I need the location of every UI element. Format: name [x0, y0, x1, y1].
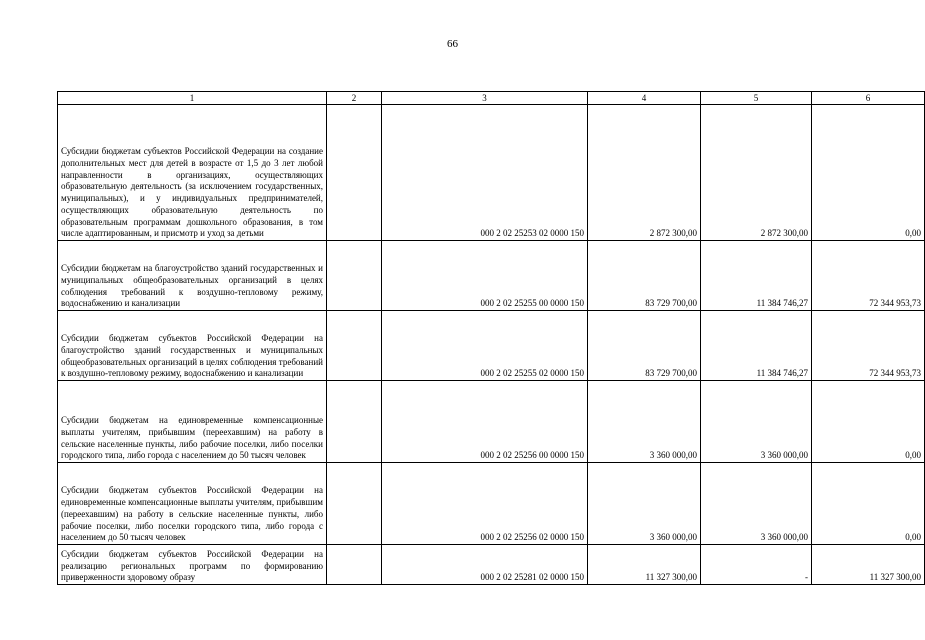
row-code-cell: 000 2 02 25253 02 0000 150 — [382, 105, 588, 241]
row-col2-cell — [327, 545, 382, 585]
table-row — [58, 463, 925, 545]
row-col6-cell: 11 327 300,00 — [812, 545, 925, 585]
row-col5-cell: 2 872 300,00 — [701, 105, 812, 241]
row-name-cell: Субсидии бюджетам субъектов Российской Федерации на единовременные компенсационные выплаты учителям, прибывшим (переехавшим) на работу в сельские населенные пункты, либо рабочие поселки, либо поселки городского типа, либо города с населением до 50 тысяч человек — [58, 463, 327, 545]
row-col2-cell — [327, 463, 382, 545]
table-row — [58, 105, 925, 241]
row-col5-cell: 3 360 000,00 — [701, 463, 812, 545]
row-code-cell: 000 2 02 25281 02 0000 150 — [382, 545, 588, 585]
row-name-cell: Субсидии бюджетам субъектов Российской Федерации на создание дополнительных мест для детей в возрасте от 1,5 до 3 лет любой направленности в организациях, осуществляющих образовательную деятельность (за исключением государственных, муниципальных), и у индивидуальных предпринимателей, осуществляющих образовательную деятельность по образовательным программам дошкольного образования, в том числе адаптированным, и присмотр и уход за детьми — [58, 105, 327, 241]
row-col6-cell: 0,00 — [812, 463, 925, 545]
row-col4-cell: 11 327 300,00 — [588, 545, 701, 585]
row-col4-cell: 3 360 000,00 — [588, 381, 701, 463]
row-col5-cell: 3 360 000,00 — [701, 381, 812, 463]
row-col5-cell: 11 384 746,27 — [701, 311, 812, 381]
row-code-cell: 000 2 02 25255 02 0000 150 — [382, 311, 588, 381]
page-number: 66 — [447, 38, 458, 50]
table-row — [58, 241, 925, 311]
row-col2-cell — [327, 311, 382, 381]
column-header: 4 — [588, 92, 701, 105]
row-col6-cell: 72 344 953,73 — [812, 241, 925, 311]
row-code-cell: 000 2 02 25256 00 0000 150 — [382, 381, 588, 463]
table-row — [58, 311, 925, 381]
row-col4-cell: 83 729 700,00 — [588, 311, 701, 381]
row-col2-cell — [327, 105, 382, 241]
row-col6-cell: 0,00 — [812, 105, 925, 241]
row-col5-cell: - — [701, 545, 812, 585]
column-header: 1 — [58, 92, 327, 105]
row-col4-cell: 2 872 300,00 — [588, 105, 701, 241]
column-header: 2 — [327, 92, 382, 105]
row-col6-cell: 72 344 953,73 — [812, 311, 925, 381]
row-code-cell: 000 2 02 25256 02 0000 150 — [382, 463, 588, 545]
row-name-cell: Субсидии бюджетам на единовременные компенсационные выплаты учителям, прибывшим (переехавшим) на работу в сельские населенные пункты, либо рабочие поселки, либо поселки городского типа, либо города с населением до 50 тысяч человек — [58, 381, 327, 463]
column-header: 3 — [382, 92, 588, 105]
row-col4-cell: 3 360 000,00 — [588, 463, 701, 545]
row-col6-cell: 0,00 — [812, 381, 925, 463]
table-row — [58, 545, 925, 585]
row-col2-cell — [327, 241, 382, 311]
row-name-cell: Субсидии бюджетам субъектов Российской Федерации на реализацию региональных программ по формированию приверженности здоровому образу — [58, 545, 327, 585]
budget-table — [57, 91, 925, 585]
column-header: 5 — [701, 92, 812, 105]
row-code-cell: 000 2 02 25255 00 0000 150 — [382, 241, 588, 311]
table-header-row — [58, 92, 925, 105]
row-col5-cell: 11 384 746,27 — [701, 241, 812, 311]
row-name-cell: Субсидии бюджетам на благоустройство зданий государственных и муниципальных общеобразовательных организаций в целях соблюдения требований к воздушно-тепловому режиму, водоснабжению и канализации — [58, 241, 327, 311]
row-col2-cell — [327, 381, 382, 463]
row-name-cell: Субсидии бюджетам субъектов Российской Федерации на благоустройство зданий государственных и муниципальных общеобразовательных организаций в целях соблюдения требований к воздушно-тепловому режиму, водоснабжению и канализации — [58, 311, 327, 381]
column-header: 6 — [812, 92, 925, 105]
row-col4-cell: 83 729 700,00 — [588, 241, 701, 311]
table-row — [58, 381, 925, 463]
